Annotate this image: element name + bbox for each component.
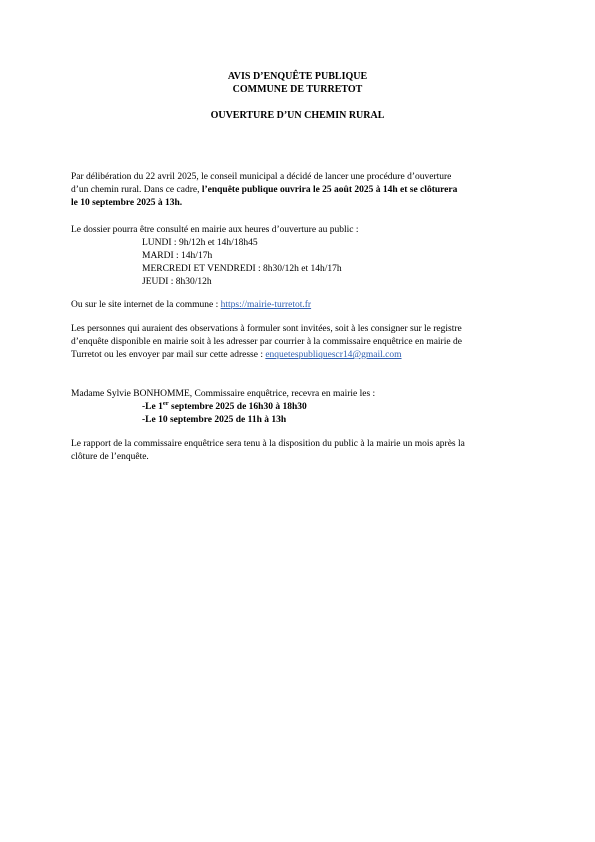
observations-paragraph bbox=[71, 323, 527, 362]
observations-line-3-prefix: Turretot ou les envoyer par mail sur cette adresse : bbox=[71, 350, 266, 360]
intro-line-2-bold: l’enquête publique ouvrira le 25 août 2025 à 14h et se clôturera bbox=[201, 185, 458, 195]
commune-name: COMMUNE DE TURRETOT bbox=[232, 84, 363, 95]
website-link[interactable]: https://mairie-turretot.fr bbox=[220, 300, 312, 310]
observations-line-1: Les personnes qui auraient des observations à formuler sont invitées, soit à les consigner sur le registre bbox=[71, 324, 462, 334]
observations-line-3 bbox=[71, 349, 527, 362]
website-prefix: Ou sur le site internet de la commune : bbox=[71, 300, 221, 310]
hours-monday: LUNDI : 9h/12h et 14h/18h45 bbox=[142, 238, 258, 248]
intro-line-2-normal: d’un chemin rural. Dans ce cadre, bbox=[71, 185, 202, 195]
notice-subject: OUVERTURE D’UN CHEMIN RURAL bbox=[210, 110, 385, 121]
intro-line-2 bbox=[71, 184, 527, 197]
date1-post: septembre 2025 de 16h30 à 18h30 bbox=[168, 402, 307, 412]
intro-paragraph bbox=[71, 171, 527, 210]
hours-thursday: JEUDI : 8h30/12h bbox=[142, 277, 212, 287]
report-line-2: clôture de l’enquête. bbox=[71, 452, 149, 462]
intro-line-3: le 10 septembre 2025 à 13h. bbox=[71, 198, 183, 208]
notice-title: AVIS D’ENQUÊTE PUBLIQUE bbox=[227, 71, 368, 82]
observations-line-2: d’enquête disponible en mairie soit à les adresser par courrier à la commissaire enquêtrice en mairie de bbox=[71, 337, 462, 347]
report-paragraph bbox=[71, 438, 527, 464]
website-line bbox=[71, 299, 527, 312]
intro-line-1: Par délibération du 22 avril 2025, le conseil municipal a décidé de lancer une procédure d’ouverture bbox=[71, 172, 452, 182]
date1-sup: er bbox=[162, 399, 169, 407]
consultation-intro: Le dossier pourra être consulté en mairie aux heures d’ouverture au public : bbox=[71, 225, 359, 235]
date1-pre: -Le 1 bbox=[142, 402, 163, 412]
report-line-1: Le rapport de la commissaire enquêtrice sera tenu à la disposition du public à la mairie un mois après la bbox=[71, 439, 465, 449]
commissioner-intro: Madame Sylvie BONHOMME, Commissaire enquêtrice, recevra en mairie les : bbox=[71, 389, 376, 399]
hours-wednesday-friday: MERCREDI ET VENDREDI : 8h30/12h et 14h/17h bbox=[142, 264, 342, 274]
hours-tuesday: MARDI : 14h/17h bbox=[142, 251, 213, 261]
email-link[interactable]: enquetespubliquescr14@gmail.com bbox=[265, 350, 402, 360]
permanence-date-1 bbox=[142, 401, 307, 414]
permanence-date-2: -Le 10 septembre 2025 de 11h à 13h bbox=[142, 415, 287, 425]
